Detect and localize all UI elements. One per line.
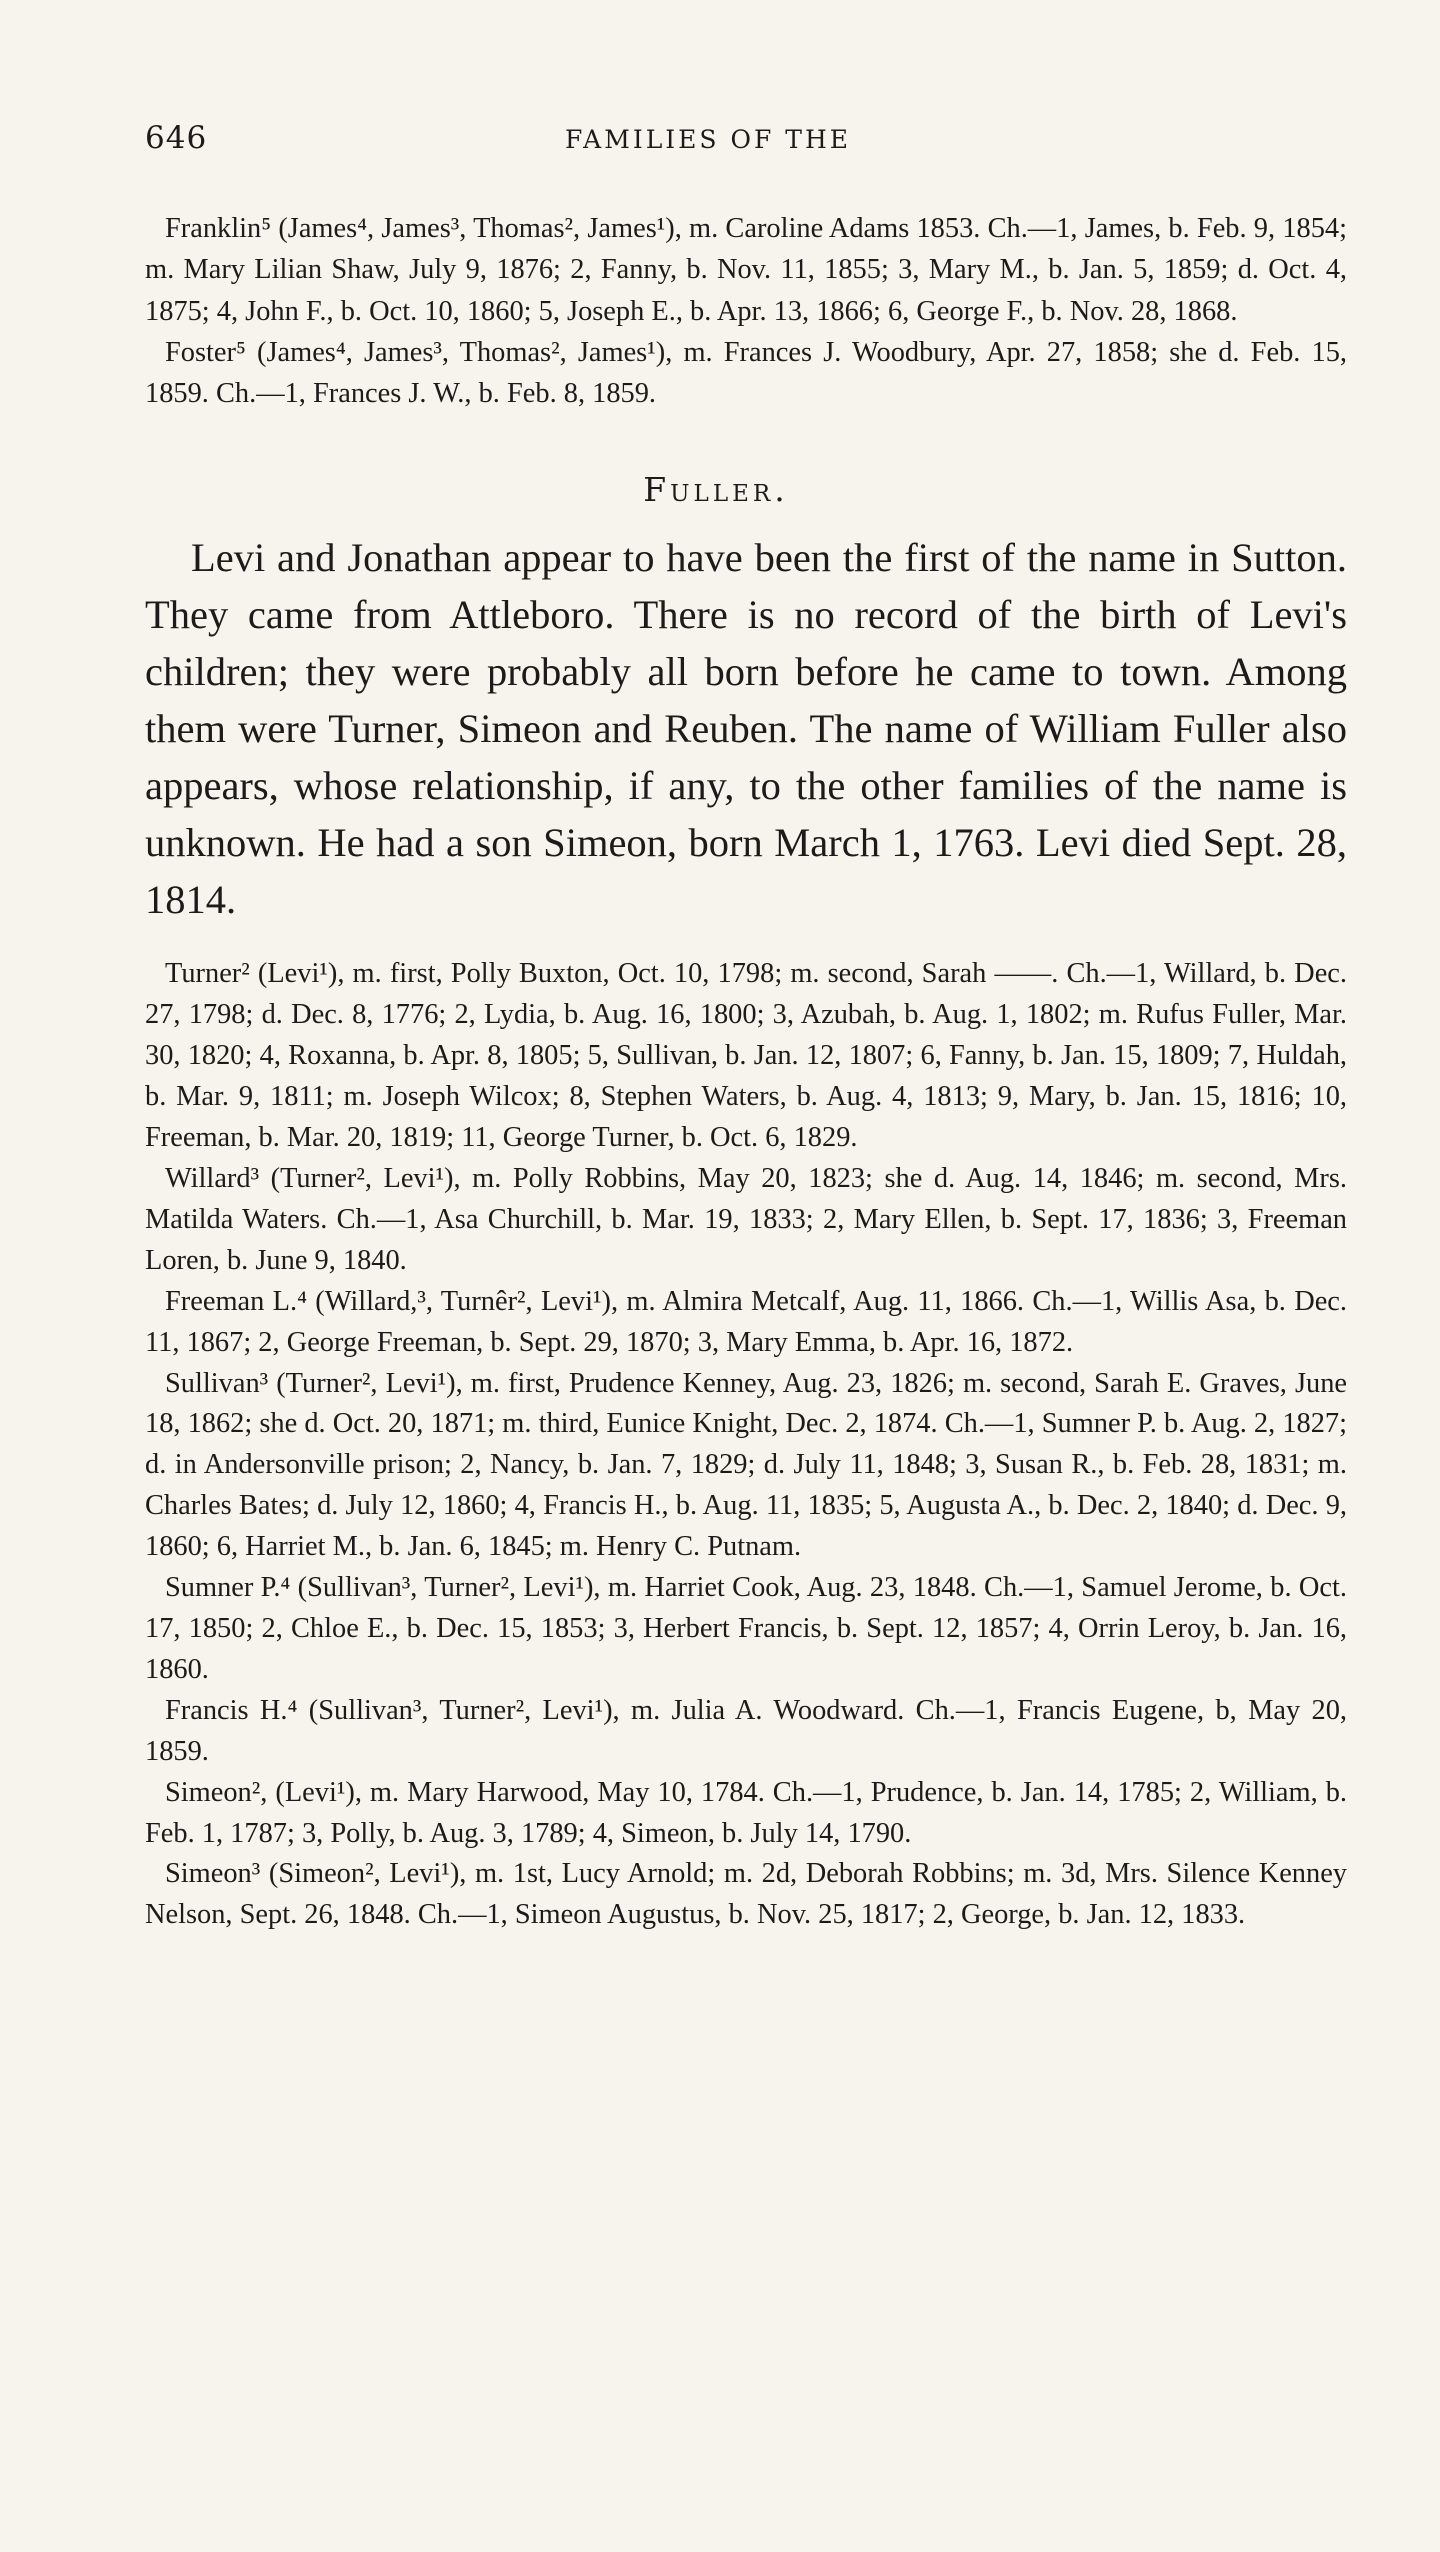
genealogy-entry-sullivan: Sullivan³ (Turner², Levi¹), m. first, Prudence Kenney, Aug. 23, 1826; m. second, Sarah E. Graves, June 18, 1862; she d. Oct. 20, 1871; m. third, Eunice Knight, Dec. 2, 1874. Ch.—1, Sumner P. b. Aug. 2, 1827; d. in Andersonville prison; 2, Nancy, b. Jan. 7, 1829; d. July 11, 1848; 3, Susan R., b. Feb. 28, 1831; m. Charles Bates; d. July 12, 1860; 4, Francis H., b. Aug. 11, 1835; 5, Augusta A., b. Dec. 2, 1840; d. Dec. 9, 1860; 6, Harriet M., b. Jan. 6, 1845; m. Henry C. Putnam.: [145, 1367, 1347, 1563]
genealogy-entry-simeon-2: Simeon², (Levi¹), m. Mary Harwood, May 10, 1784. Ch.—1, Prudence, b. Jan. 14, 1785; 2, William, b. Feb. 1, 1787; 3, Polly, b. Aug. 3, 1789; 4, Simeon, b. July 14, 1790.: [145, 1776, 1347, 1849]
book-page: [145, 120, 1347, 1936]
genealogy-entry-francis: Francis H.⁴ (Sullivan³, Turner², Levi¹), m. Julia A. Woodward. Ch.—1, Francis Eugene, b, May 20, 1859.: [145, 1694, 1347, 1767]
genealogy-entries-top: [145, 208, 1347, 414]
page-header: [145, 120, 1347, 180]
page-number: 646: [145, 120, 208, 156]
genealogy-entry-foster: Foster⁵ (James⁴, James³, Thomas², James¹), m. Frances J. Woodbury, Apr. 27, 1858; she d. Feb. 15, 1859. Ch.—1, Frances J. W., b. Feb. 8, 1859.: [145, 336, 1347, 410]
genealogy-entries-fuller: [145, 954, 1347, 1936]
genealogy-entry-freeman: Freeman L.⁴ (Willard,³, Turnêr², Levi¹), m. Almira Metcalf, Aug. 11, 1866. Ch.—1, Willis Asa, b. Dec. 11, 1867; 2, George Freeman, b. Sept. 29, 1870; 3, Mary Emma, b. Apr. 16, 1872.: [145, 1285, 1347, 1358]
fuller-introduction-paragraph: Levi and Jonathan appear to have been the first of the name in Sutton. They came from Attleboro. There is no record of the birth of Levi's children; they were probably all born before he came to town. Among them were Turner, Simeon and Reuben. The name of William Fuller also appears, whose relationship, if any, to the other families of the name is unknown. He had a son Simeon, born March 1, 1763. Levi died Sept. 28, 1814.: [145, 535, 1347, 923]
genealogy-entry-sumner: Sumner P.⁴ (Sullivan³, Turner², Levi¹), m. Harriet Cook, Aug. 23, 1848. Ch.—1, Samuel Jerome, b. Oct. 17, 1850; 2, Chloe E., b. Dec. 15, 1853; 3, Herbert Francis, b. Sept. 12, 1857; 4, Orrin Leroy, b. Jan. 16, 1860.: [145, 1572, 1347, 1685]
running-title: FAMILIES OF THE: [565, 125, 852, 154]
section-heading-fuller: Fuller.: [643, 470, 789, 510]
genealogy-entry-willard: Willard³ (Turner², Levi¹), m. Polly Robbins, May 20, 1823; she d. Aug. 14, 1846; m. second, Mrs. Matilda Waters. Ch.—1, Asa Churchill, b. Mar. 19, 1833; 2, Mary Ellen, b. Sept. 17, 1836; 3, Freeman Loren, b. June 9, 1840.: [145, 1163, 1347, 1276]
genealogy-entry-simeon-3: Simeon³ (Simeon², Levi¹), m. 1st, Lucy Arnold; m. 2d, Deborah Robbins; m. 3d, Mrs. Silence Kenney Nelson, Sept. 26, 1848. Ch.—1, Simeon Augustus, b. Nov. 25, 1817; 2, George, b. Jan. 12, 1833.: [145, 1858, 1347, 1931]
genealogy-entry-franklin: Franklin⁵ (James⁴, James³, Thomas², James¹), m. Caroline Adams 1853. Ch.—1, James, b. Feb. 9, 1854; m. Mary Lilian Shaw, July 9, 1876; 2, Fanny, b. Nov. 11, 1855; 3, Mary M., b. Jan. 5, 1859; d. Oct. 4, 1875; 4, John F., b. Oct. 10, 1860; 5, Joseph E., b. Apr. 13, 1866; 6, George F., b. Nov. 28, 1868.: [145, 213, 1347, 327]
genealogy-entry-turner: Turner² (Levi¹), m. first, Polly Buxton, Oct. 10, 1798; m. second, Sarah ——. Ch.—1, Willard, b. Dec. 27, 1798; d. Dec. 8, 1776; 2, Lydia, b. Aug. 16, 1800; 3, Azubah, b. Aug. 1, 1802; m. Rufus Fuller, Mar. 30, 1820; 4, Roxanna, b. Apr. 8, 1805; 5, Sullivan, b. Jan. 12, 1807; 6, Fanny, b. Jan. 15, 1809; 7, Huldah, b. Mar. 9, 1811; m. Joseph Wilcox; 8, Stephen Waters, b. Aug. 4, 1813; 9, Mary, b. Jan. 15, 1816; 10, Freeman, b. Mar. 20, 1819; 11, George Turner, b. Oct. 6, 1829.: [145, 958, 1347, 1154]
